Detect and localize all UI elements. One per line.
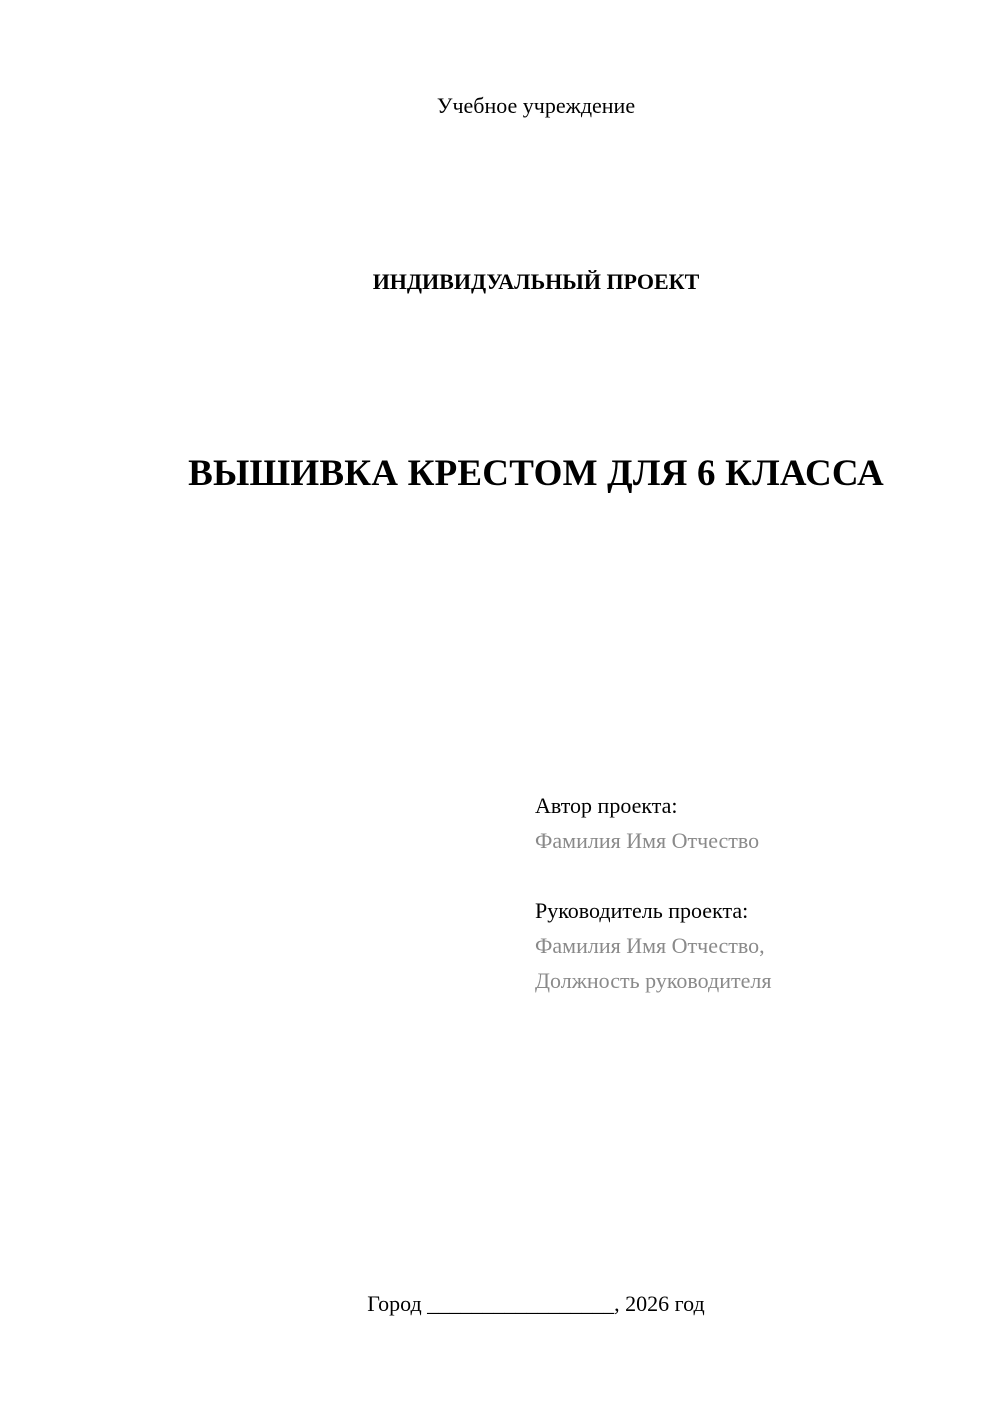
project-title: ВЫШИВКА КРЕСТОМ ДЛЯ 6 КЛАССА xyxy=(188,453,884,494)
author-name: Фамилия Имя Отчество xyxy=(535,828,760,853)
project-type-heading: ИНДИВИДУАЛЬНЫЙ ПРОЕКТ xyxy=(372,269,700,294)
author-label: Автор проекта: xyxy=(535,793,678,818)
institution-name: Учебное учреждение xyxy=(436,93,636,118)
supervisor-label: Руководитель проекта: xyxy=(535,898,749,923)
credits-block xyxy=(535,788,975,998)
credits-spacer xyxy=(535,858,975,893)
city-year-line: Город _________________, 2026 год xyxy=(367,1291,705,1316)
supervisor-name: Фамилия Имя Отчество, xyxy=(535,933,765,958)
supervisor-position: Должность руководителя xyxy=(535,968,772,993)
